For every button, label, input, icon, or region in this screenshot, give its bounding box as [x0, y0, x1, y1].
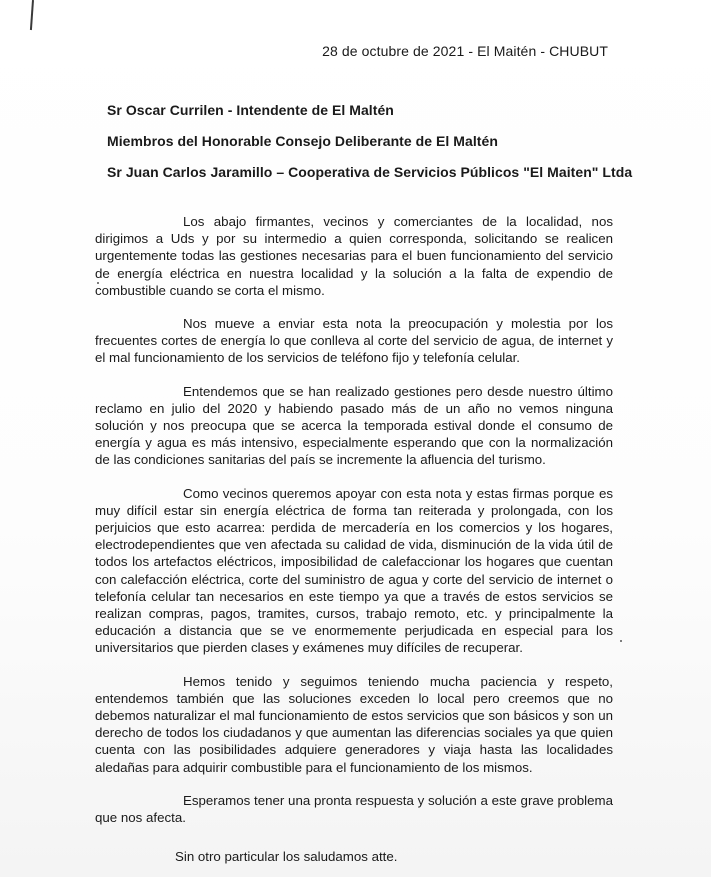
pen-mark [30, 0, 34, 30]
paragraph-expected-response: Esperamos tener una pronta respuesta y solución a este grave problema que nos afecta. [95, 792, 613, 826]
paragraph-consequences: Como vecinos queremos apoyar con esta nota y estas firmas porque es muy difícil estar sin energía eléctrica de forma tan reiterada y prolongada, con los perjuicios que esto acarrea: perdida de mercadería en los comercios y los hogares, electrodependientes que ven afectada su calidad de vida, disminución de la vida útil de todos los artefactos eléctricos, imposibilidad de calefaccionar los hogares que cuentan con calefacción eléctrica, corte del suministro de agua y corte del servicio de internet o telefonía celular tan necesarios en este tiempo ya que a través de estos servicios se realizan compras, pagos, tramites, cursos, trabajo remoto, etc. y principalmente la educación a distancia que se ve enormemente perjudicada en especial para los universitarios que pierden clases y exámenes muy difíciles de recuperar. [95, 485, 613, 656]
paragraph-request: Los abajo firmantes, vecinos y comerciantes de la localidad, nos dirigimos a Uds y por su intermedio a quien corresponda, solicitando se realicen urgentemente todas las gestiones necesarias para el buen funcionamiento del servicio de energía eléctrica en nuestra localidad y la solución a la falta de expendio de combustible cuando se corta el mismo. [95, 214, 613, 298]
recipients-block [107, 102, 633, 195]
recipient-mayor: Sr Oscar Currilen - Intendente de El Maltén [107, 102, 394, 118]
paragraph-patience: Hemos tenido y seguimos teniendo mucha paciencia y respeto, entendemos también que las soluciones exceden lo local pero creemos que no debemos naturalizar el mal funcionamiento de estos servicios que son básicos y son un derecho de todos los ciudadanos y que aumentan las diferencias sociales ya que quien cuenta con las posibilidades adquiere generadores y viaja hasta las localidades aledañas para adquirir combustible para el funcionamiento de los mismos. [95, 673, 613, 775]
paper-speck [620, 640, 622, 642]
letter-closing: Sin otro particular los saludamos atte. [175, 849, 398, 865]
letter-body [95, 213, 613, 866]
letter-date: 28 de octubre de 2021 - El Maitén - CHUBUT [322, 43, 608, 59]
recipient-council: Miembros del Honorable Consejo Deliberante de El Maltén [107, 133, 498, 149]
paragraph-concern: Nos mueve a enviar esta nota la preocupación y molestia por los frecuentes cortes de energía lo que conlleva al corte del servicio de agua, de internet y el mal funcionamiento de los servicios de teléfono fijo y telefonía celular. [95, 316, 613, 366]
recipient-cooperative: Sr Juan Carlos Jaramillo – Cooperativa de Servicios Públicos "El Maiten" Ltda [107, 164, 633, 180]
paragraph-previous-claim: Entendemos que se han realizado gestiones pero desde nuestro último reclamo en julio del 2020 y habiendo pasado más de un año no vemos ninguna solución y nos preocupa que se acerca la temporada estival donde el consumo de energía y agua es más intensivo, especialmente esperando que con la normalización de las condiciones sanitarias del país se incremente la afluencia del turismo. [95, 383, 613, 468]
